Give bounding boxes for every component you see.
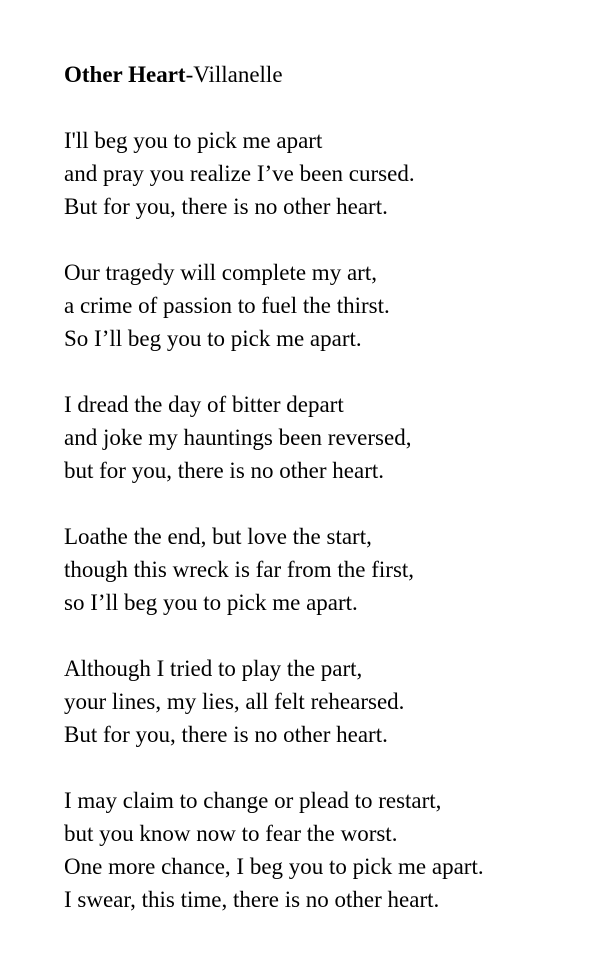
poem-line: Our tragedy will complete my art, xyxy=(64,260,377,285)
poem-line: and pray you realize I’ve been cursed. xyxy=(64,161,415,186)
poem-title-suffix: -Villanelle xyxy=(185,62,283,87)
poem-line: though this wreck is far from the first, xyxy=(64,557,415,582)
stanza-2 xyxy=(64,256,572,355)
poem-line: But for you, there is no other heart. xyxy=(64,722,388,747)
poem-line: but for you, there is no other heart. xyxy=(64,458,384,483)
stanza-1 xyxy=(64,124,572,223)
stanza-3 xyxy=(64,388,572,487)
poem-line: and joke my hauntings been reversed, xyxy=(64,425,412,450)
poem-line: So I’ll beg you to pick me apart. xyxy=(64,326,362,351)
poem-line: Although I tried to play the part, xyxy=(64,656,363,681)
poem-line: your lines, my lies, all felt rehearsed. xyxy=(64,689,405,714)
poem-line: I dread the day of bitter depart xyxy=(64,392,344,417)
poem-line: but you know now to fear the worst. xyxy=(64,821,398,846)
poem-line: I'll beg you to pick me apart xyxy=(64,128,323,153)
poem-line: I swear, this time, there is no other heart. xyxy=(64,887,440,912)
poem-line: One more chance, I beg you to pick me apart. xyxy=(64,854,484,879)
poem-title-main: Other Heart xyxy=(64,62,186,87)
poem-line: a crime of passion to fuel the thirst. xyxy=(64,293,390,318)
poem-line: Loathe the end, but love the start, xyxy=(64,524,372,549)
poem-line: But for you, there is no other heart. xyxy=(64,194,388,219)
poem-line: so I’ll beg you to pick me apart. xyxy=(64,590,358,615)
stanza-6 xyxy=(64,784,572,916)
poem-line: I may claim to change or plead to restart, xyxy=(64,788,442,813)
poem-title xyxy=(64,58,572,91)
stanza-5 xyxy=(64,652,572,751)
stanza-4 xyxy=(64,520,572,619)
